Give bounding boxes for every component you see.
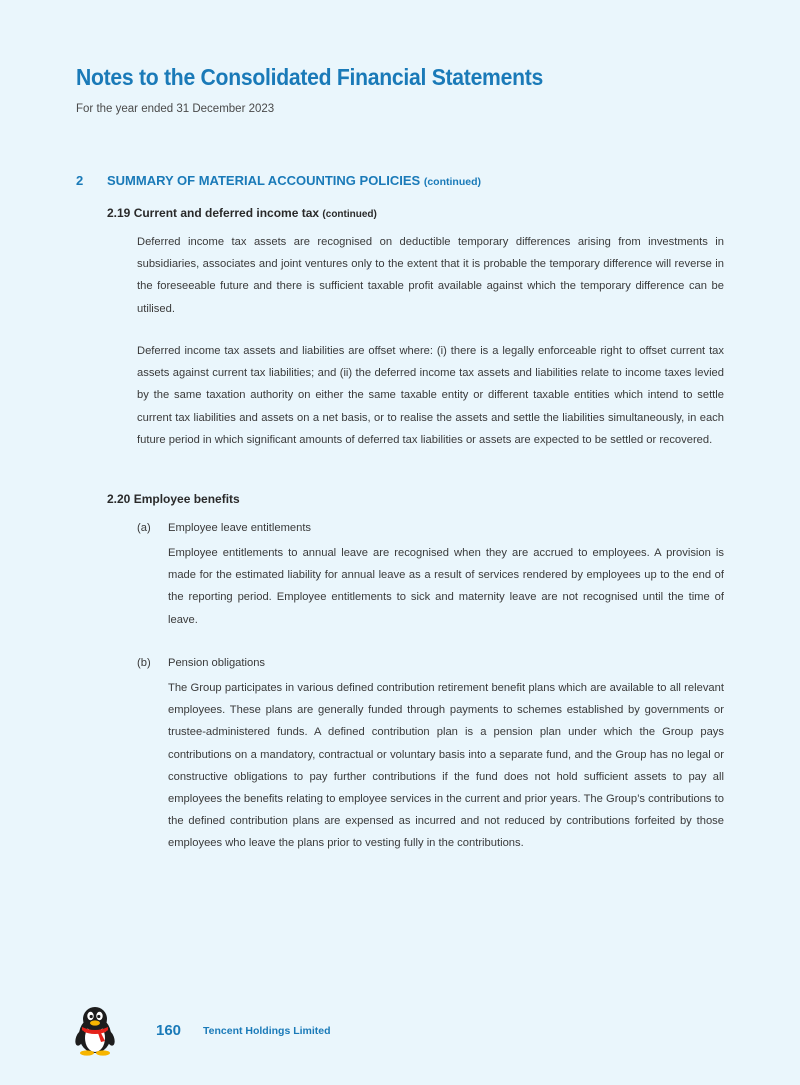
page-number: 160 [156,1022,182,1039]
paragraph-offset-conditions: Deferred income tax assets and liabilities are offset where: (i) there is a legally enforceable right to offset current tax assets against current tax liabilities; and (ii) the deferred income tax assets and liabilities relate to income taxes levied by the same taxation authority on either the same taxable entity or different taxable entities which intend to settle current tax liabilities and assets on a net basis, or to realise the assets and settle the liabilities simultaneously, in each future period in which significant amounts of deferred tax liabilities or assets are expected to be settled or recovered. [137,345,724,446]
item-b-label [137,657,265,669]
page-title: Notes to the Consolidated Financial Statements [76,64,544,90]
subsection-heading-2-20 [107,492,240,506]
subsection-title: 2.19 Current and deferred income tax [107,206,320,220]
item-title: Employee leave entitlements [168,522,312,534]
company-name: Tencent Holdings Limited [203,1025,331,1037]
section-number: 2 [76,173,84,188]
item-title: Pension obligations [168,657,266,669]
item-letter: (a) [137,522,151,534]
penguin-mascot-icon [74,1004,116,1056]
paragraph-leave-entitlements: Employee entitlements to annual leave are recognised when they are accrued to employees. A provision is made for the estimated liability for annual leave as a result of services rendered by employees up to the end of the reporting period. Employee entitlements to sick and maternity leave are not recognised until the time of leave. [168,547,724,626]
page-subtitle: For the year ended 31 December 2023 [76,103,275,115]
paragraph-pension-obligations: The Group participates in various defined contribution retirement benefit plans which are available to all relevant employees. These plans are generally funded through payments to schemes established by governments or trustee-administered funds. A defined contribution plan is a pension plan under which the Group pays contributions on a mandatory, contractual or voluntary basis into a separate fund, and the Group has no legal or constructive obligations to pay further contributions if the fund does not hold sufficient assets to pay all employees the benefits relating to employee services in the current and prior years. The Group’s contributions to the defined contribution plans are expensed as incurred and not reduced by contributions forfeited by those employees who leave the plans prior to vesting fully in the contributions. [168,682,724,850]
item-a-label [137,522,311,534]
section-title: SUMMARY OF MATERIAL ACCOUNTING POLICIES [107,173,421,188]
subsection-heading-2-19 [107,206,377,220]
subsection-continued: (continued) [322,209,377,220]
item-letter: (b) [137,657,151,669]
subsection-title: 2.20 Employee benefits [107,492,240,506]
paragraph-deferred-tax-assets: Deferred income tax assets are recognised on deductible temporary differences arising from investments in subsidiaries, associates and joint ventures only to the extent that it is probable the temporary difference will reverse in the foreseeable future and there is sufficient taxable profit available against which the temporary difference can be utilised. [137,236,724,315]
section-heading [76,173,481,188]
section-continued: (continued) [423,176,481,188]
